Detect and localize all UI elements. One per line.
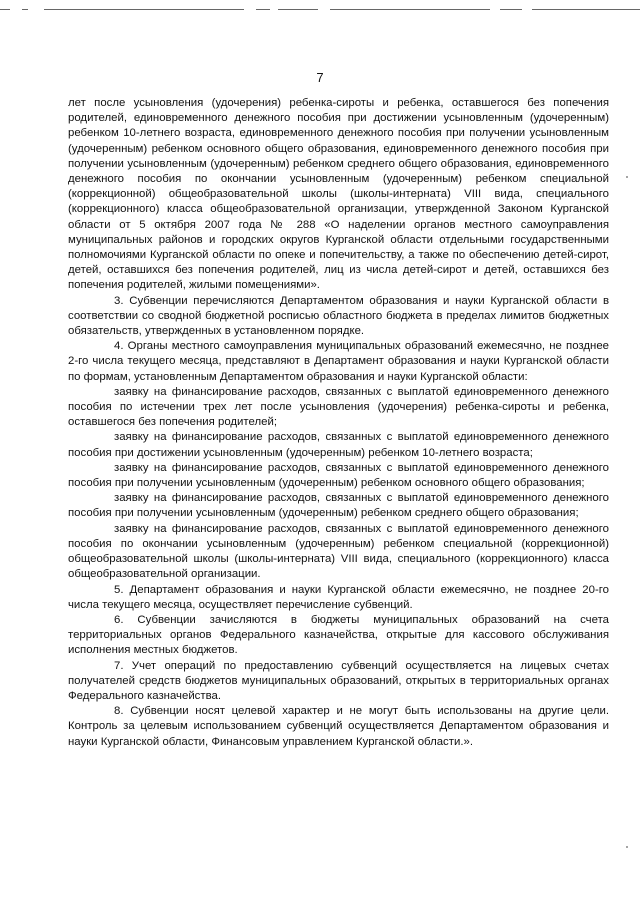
paragraph: 4. Органы местного самоуправления муниципальных образований ежемесячно, не позднее 2-го числа текущего месяца, представляют в Департамент образования и науки Курганской области по формам, установленным Департаментом образования и науки Курганской области: — [68, 340, 609, 383]
paragraph: 6. Субвенции зачисляются в бюджеты муниципальных образований на счета территориальных органов Федерального казначейства, открытые для кассового обслуживания исполнения местных бюджетов. — [68, 613, 609, 657]
paragraph: 8. Субвенции носят целевой характер и не могут быть использованы на другие цели. Контроль за целевым использованием субвенций осуществляется Департаментом образования и науки Курганской области, Финансовым управлением Курганской области.». — [68, 705, 609, 748]
paragraph: заявку на финансирование расходов, связанных с выплатой единовременного денежного пособия при получении усыновленным (удочеренным) ребенком основного общего образования; — [68, 461, 609, 490]
paragraph: заявку на финансирование расходов, связанных с выплатой единовременного денежного пособия при достижении усыновленным (удочеренным) ребенком 10-летнего возраста; — [68, 431, 609, 459]
page-number: 7 — [316, 70, 324, 85]
paragraph: заявку на финансирование расходов, связанных с выплатой единовременного денежного пособия при получении усыновленным (удочеренным) ребенком среднего общего образования; — [68, 492, 609, 520]
paragraph: заявку на финансирование расходов, связанных с выплатой единовременного денежного пособия по окончании усыновленным (удочеренным) ребенком специальной (коррекционной) общеобразовательной школы (школы-интерната) VIII вида, специального (коррекционного) класса общеобразовательной организации. — [68, 522, 609, 581]
paragraph: 3. Субвенции перечисляются Департаментом образования и науки Курганской области в соответствии со сводной бюджетной росписью областного бюджета в пределах лимитов бюджетных обязательств, утвержденных в установленном порядке. — [68, 294, 609, 338]
scan-speck — [626, 846, 628, 848]
paragraph: заявку на финансирование расходов, связанных с выплатой единовременного денежного пособия по истечении трех лет после усыновления (удочерения) ребенка-сироты и ребенка, оставшегося без попечения родителей; — [68, 385, 609, 429]
document-body — [68, 96, 609, 750]
paragraph: 7. Учет операций по предоставлению субвенций осуществляется на лицевых счетах получателей средств бюджетов муниципальных образований, открытых в территориальных органах Федерального казначейства. — [68, 659, 609, 702]
paragraph: лет после усыновления (удочерения) ребенка-сироты и ребенка, оставшегося без попечения родителей, единовременного денежного пособия при достижении усыновленным (удочеренным) ребенком 10-летнего возраста, единовременного денежного пособия при получении усыновленным (удочеренным) ребенком основного общего образования, единовременного денежного пособия при получении усыновленным (удочеренным) ребенком среднего общего образования, единовременного денежного пособия по окончании усыновленным (удочеренным) ребенком специальной (коррекционной) общеобразовательной школы (школы-интерната) VIII вида, специального (коррекционного) класса общеобразовательной организации, утвержденной Законом Курганской области от 5 октября 2007 года № 288 «О наделении органов местного самоуправления муниципальных районов и городских округов Курганской области отдельными государственными полномочиями Курганской области по опеке и попечительству, а также по обеспечению детей-сирот, детей, оставшихся без попечения родителей, лиц из числа детей-сирот и детей, оставшихся без попечения родителей, жилыми помещениями». — [68, 97, 609, 292]
scan-speck — [626, 176, 628, 178]
scan-edge-line — [0, 9, 640, 11]
paragraph: 5. Департамент образования и науки Курганской области ежемесячно, не позднее 20-го числа текущего месяца, осуществляет перечисление субвенций. — [68, 583, 609, 611]
